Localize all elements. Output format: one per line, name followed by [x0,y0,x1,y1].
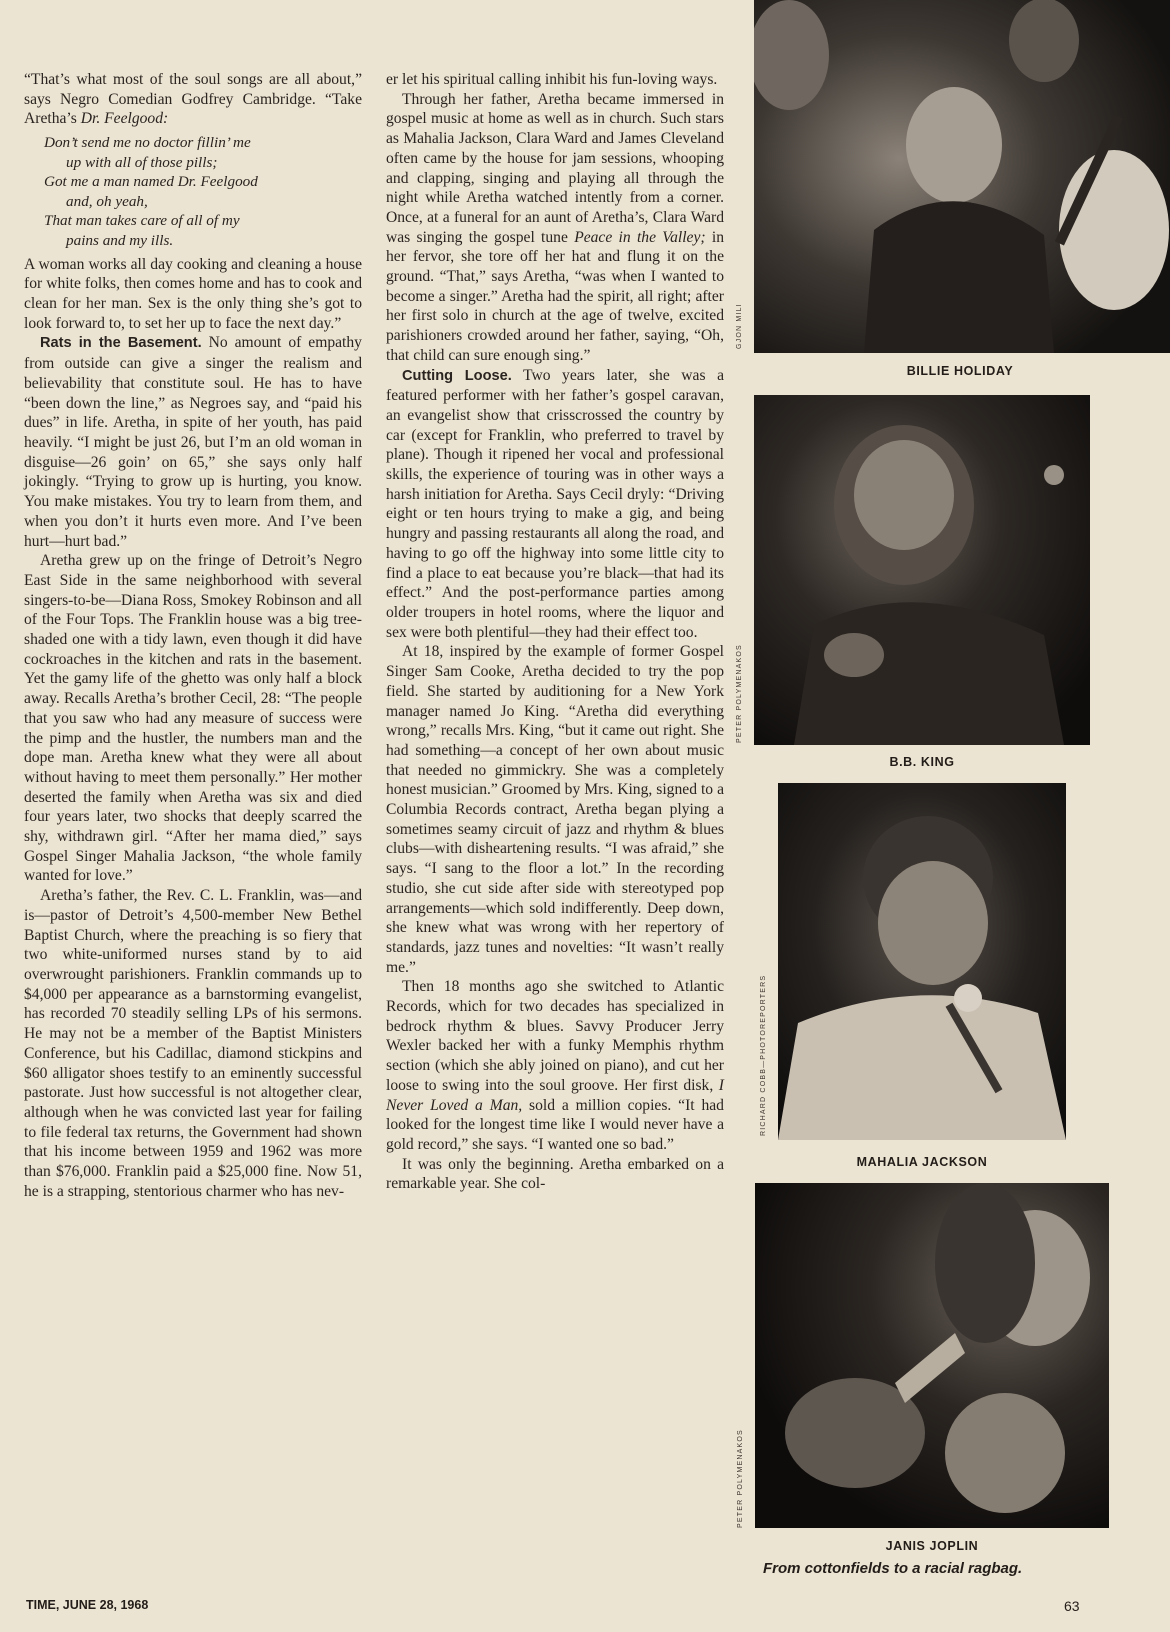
photo-mahalia-jackson [778,783,1066,1140]
paragraph: Aretha grew up on the fringe of Detroit’s Negro East Side in the same neighborhood with several singers-to-be—Diana Ross, Smokey Robinson and all of the Four Tops. The Franklin house was a big tree-shaded one with a tidy lawn, even though it did have cockroaches in the kitchen and rats in the basement. Yet the gamy life of the ghetto was only half a block away. Recalls Aretha’s brother Cecil, 28: “The people that you saw who had any measure of success were the pimp and the hustler, the numbers man and the dope man. Aretha knew what they were all about without having to meet them personally.” Her mother deserted the family when Aretha was six and died four years later, two shocks that deeply scarred the shy, withdrawn girl. “After her mama died,” says Gospel Singer Mahalia Jackson, “the whole family wanted for love.” [24,552,362,885]
paragraph: Then 18 months ago she switched to Atlantic Records, which for two decades has specialized in bedrock rhythm & blues. Savvy Producer Jerry Wexler backed her with a funky Memphis rhythm section (which she ably joined on piano), and cut her loose to swing into the soul groove. Her first disk, I Never Loved a Man, sold a million copies. “It had looked for the longest time like I would never have a gold record,” she says. “I wanted one so bad.” [386,978,724,1153]
photo-bb-king [754,395,1090,745]
section-heading: Rats in the Basement. [40,335,202,352]
magazine-issue-date: TIME, JUNE 28, 1968 [26,1598,149,1612]
page-number: 63 [1064,1598,1080,1614]
article-column-2 [386,70,724,1194]
paragraph: At 18, inspired by the example of former Gospel Singer Sam Cooke, Aretha decided to try the pop field. She started by auditioning for a New York manager named Jo King. “Aretha did everything wrong,” recalls Mrs. King, “but it came out right. She had something—a concept of her own about music that needed no gimmickry. She was a completely honest musician.” Groomed by Mrs. King, signed to a Columbia Records contract, Aretha began plying a sometimes seamy circuit of jazz and rhythm & blues clubs—with disheartening results. “I was afraid,” she says. “I sang to the floor a lot.” In the recording studio, she cut side after side with stereotyped pop arrangements—which sold indifferently. Deep down, she knew what was wrong with her repertory of standards, jazz tunes and novelties: “It wasn’t really me.” [386,643,724,976]
paragraph: A woman works all day cooking and cleaning a house for white folks, then comes home and has to cook and clean for her man. Sex is the only thing she’s got to look forward to, to set her up to face the next day.” [24,255,362,332]
photo-caption: BILLIE HOLIDAY [906,364,1014,378]
article-column-1 [24,70,362,1201]
paragraph: Through her father, Aretha became immersed in gospel music at home as well as in church. Such stars as Mahalia Jackson, Clara Ward and James Cleveland often came by the house for jam sessions, whooping and clapping, singing and playing all through the night while Aretha watched intently from a corner. Once, at a funeral for an aunt of Aretha’s, Clara Ward was singing the gospel tune Peace in the Valley; in her fervor, she tore off her hat and flung it on the ground. “That,” says Aretha, “was when I wanted to become a singer.” Aretha had the spirit, all right; after her first solo in church at the age of twelve, excited parishioners crowded around her father, saying, “Oh, that child can sure enough sing.” [386,90,725,364]
paragraph: Cutting Loose. Two years later, she was a featured performer with her father’s gospel caravan, an evangelist show that crisscrossed the country by car (except for Franklin, who preferred to travel by plane). Though it ripened her vocal and professional skills, the experience of touring was in other ways a harsh initiation for Aretha. Says Cecil dryly: “Driving eight or ten hours trying to make a gig, and being hungry and passing restaurants all along the road, and having to go off the highway into some little city to find a place to eat because you’re black—that had its effect.” And the post-performance parties among older troupers in hotel rooms, where the liquor and sex were both plentiful—they had their effect too. [386,366,724,641]
song-lyrics-quote: Don’t send me no doctor fillin’ me up with all of those pills; Got me a man named Dr. Feelgood and, oh yeah, That man takes care of all of my pains and my ills. [44,134,258,250]
paragraph: er let his spiritual calling inhibit his fun-loving ways. [386,71,718,88]
paragraph: It was only the beginning. Aretha embarked on a remarkable year. She col- [386,1155,724,1193]
photo-credit: RICHARD COBB—PHOTOREPORTERS [760,974,767,1136]
photo-credit: PETER POLYMENAKOS [737,1429,744,1528]
photo-caption: MAHALIA JACKSON [856,1155,988,1169]
photo-janis-joplin [755,1183,1109,1528]
photo-credit: GJON MILI [736,303,743,349]
photo-caption: B.B. KING [889,755,955,769]
photo-caption: JANIS JOPLIN [885,1539,979,1553]
photo-group-subcaption: From cottonfields to a racial ragbag. [763,1560,1023,1577]
paragraph: “That’s what most of the soul songs are all about,” says Negro Comedian Godfrey Cambridge. “Take Aretha’s Dr. Feelgood: [24,71,362,128]
paragraph: Rats in the Basement. No amount of empathy from outside can give a singer the realism and believability that constitute soul. He has to have “been down the line,” as Negroes say, and “paid his dues” in life. Aretha, in spite of her youth, has paid heavily. “I might be just 26, but I’m an old woman in disguise—26 goin’ on 65,” she says only half jokingly. “Trying to grow up is hurting, you know. You make mistakes. You try to learn from them, and when you don’t it hurts even more. And I’ve been hurt—hurt bad.” [24,334,362,550]
section-heading: Cutting Loose. [402,367,512,384]
paragraph: Aretha’s father, the Rev. C. L. Franklin, was—and is—pastor of Detroit’s 4,500-member New Bethel Baptist Church, where the preaching is so fiery that two white-uniformed nurses stand by to aid overwrought parishioners. Franklin commands up to $4,000 per appearance as a barnstorming evangelist, has recorded 70 steadily selling LPs of his sermons. He may not be a member of the Baptist Ministers Conference, but his Cadillac, diamond stickpins and $60 alligator shoes testify to an eminently successful pastorate. Just how successful is not altogether clear, although when he was convicted last year for failing to file federal tax returns, the Government had shown that his income between 1959 and 1962 was more than $76,000. Franklin paid a $25,000 fine. Now 51, he is a strapping, stentorious charmer who has nev- [24,887,362,1200]
photo-credit: PETER POLYMENAKOS [736,644,743,743]
photo-billie-holiday [754,0,1170,353]
